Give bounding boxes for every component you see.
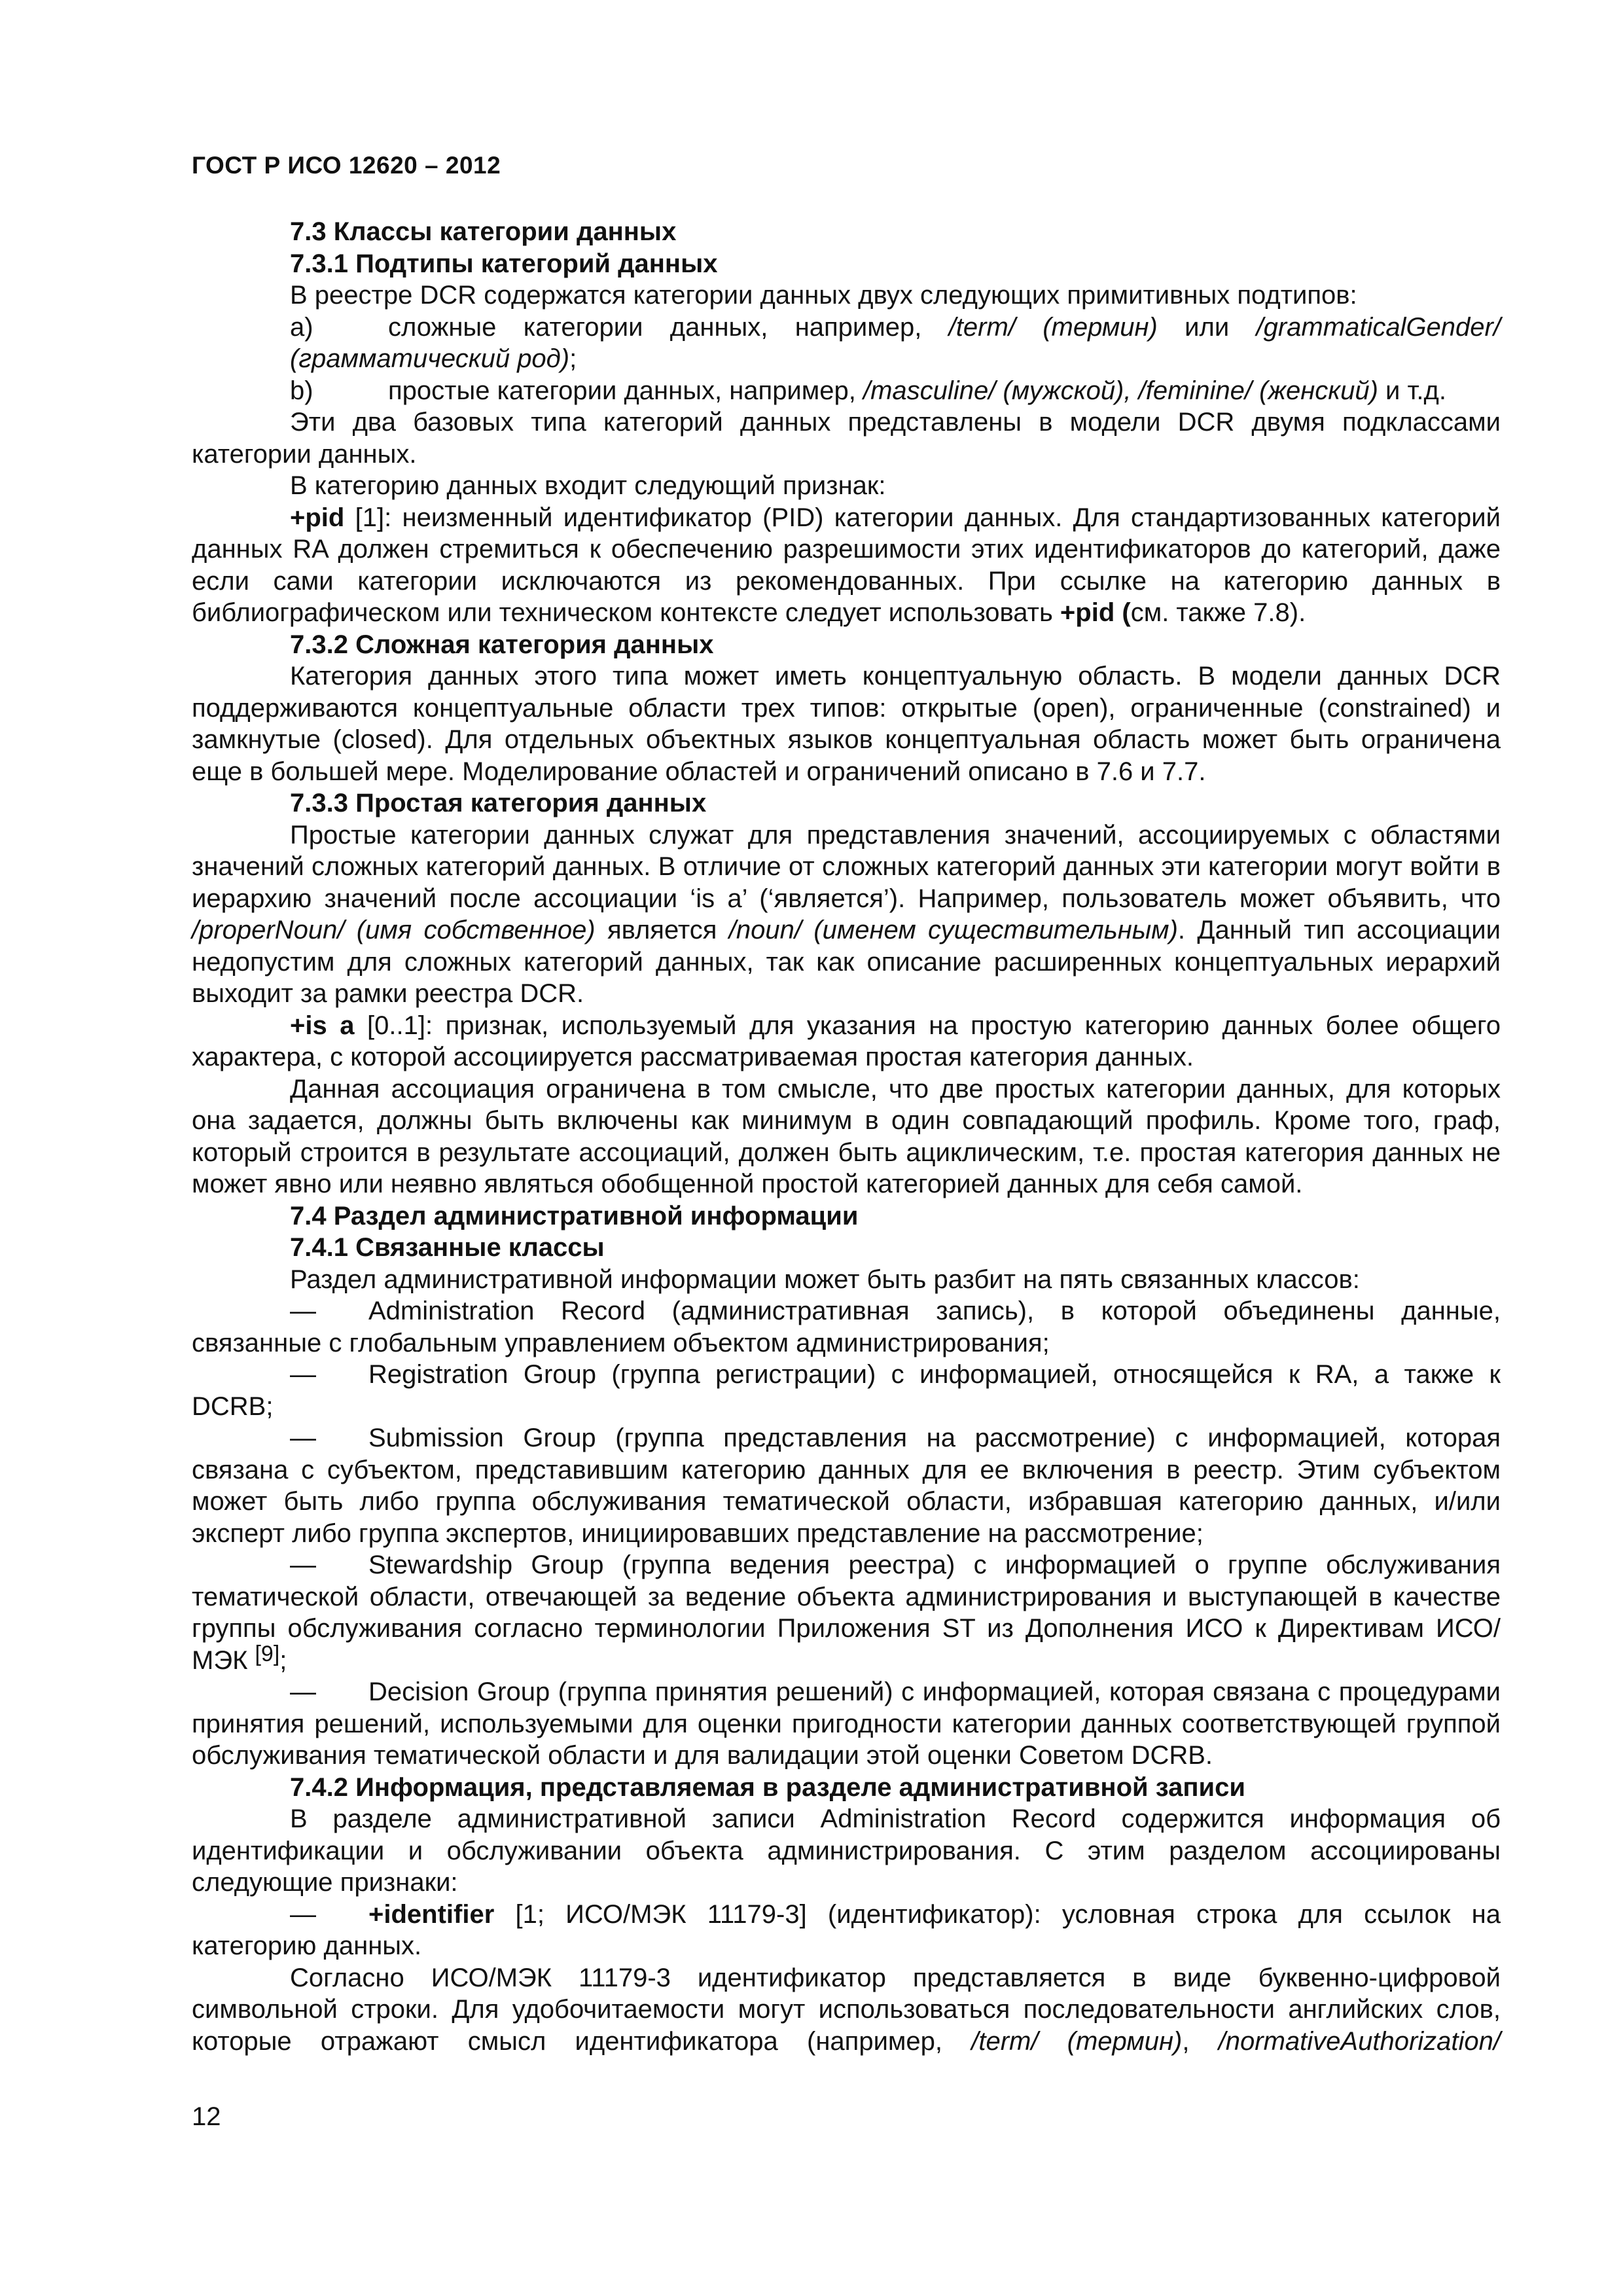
list-bullet: — xyxy=(290,1424,316,1452)
term-example: /masculine/ (мужской), /feminine/ (женский) xyxy=(863,376,1378,405)
attribute-definition-is-a: +is a [0..1]: признак, используемый для указания на простую категорию данных более общего характера, с которой ассоциируется рассматриваемая простая категория данных. xyxy=(192,1011,1501,1071)
reference-marker: [9] xyxy=(255,1641,280,1666)
list-item: — Stewardship Group (группа ведения реестра) с информацией о группе обслуживания тематической области, отвечающей за ведение объекта администрирования и выступающей в качестве группы обслуживания согласно терминологии Приложения ST из Дополнения ИСО к Директивам ИСО/МЭК [9]; xyxy=(192,1551,1501,1675)
list-bullet: — xyxy=(290,1677,316,1706)
page-header: ГОСТ Р ИСО 12620 – 2012 xyxy=(192,152,501,179)
attribute-name: +pid xyxy=(290,503,345,532)
attribute-name: +is a xyxy=(290,1011,355,1040)
list-bullet: — xyxy=(290,1297,316,1325)
paragraph: Эти два базовых типа категорий данных представлены в модели DCR двумя подклассами категории данных. xyxy=(192,408,1501,469)
term-example: /term/ (термин) xyxy=(971,2026,1183,2056)
section-heading-7-4-2: 7.4.2 Информация, представляемая в разделе административной записи xyxy=(290,1772,1245,1802)
attribute-name: +identifier xyxy=(368,1899,495,1929)
section-heading-7-3-1: 7.3.1 Подтипы категорий данных xyxy=(290,249,718,278)
list-item: — Submission Group (группа представления на рассмотрение) с информацией, которая связана с субъектом, представившим категорию данных для ее включения в реестр. Этим субъектом может быть либо группа обслуживания тематической области, избравшая категорию данных, и/или эксперт либо группа экспертов, инициировавших представление на рассмотрение; xyxy=(192,1424,1501,1548)
paragraph: Раздел административной информации может быть разбит на пять связанных классов: xyxy=(290,1265,1360,1294)
term-example: /properNoun/ (имя собственное) xyxy=(192,916,596,944)
paragraph: В категорию данных входит следующий признак: xyxy=(290,471,886,500)
list-item: — Registration Group (группа регистрации) с информацией, относящейся к RA, а также к DCRB; xyxy=(192,1360,1501,1421)
term-example: /term/ (термин) xyxy=(948,312,1158,342)
paragraph: Простые категории данных служат для представления значений, ассоциируемых с областями значений сложных категорий данных. В отличие от сложных категорий данных эти категории могут войти в иерархию значений после ассоциации ‘is a’ (‘является’). Например, пользователь может объявить, что /properNoun/ (имя собственное) является /noun/ (именем существительным). Данный тип ассоциации недопустим для сложных категорий данных, так как описание расширенных концептуальных иерархий выходит за рамки реестра DCR. xyxy=(192,820,1501,1008)
section-heading-7-4: 7.4 Раздел административной информации xyxy=(290,1201,859,1230)
list-label: b) xyxy=(290,376,313,405)
term-example: /grammaticalGender/ (грамматический род) xyxy=(290,312,1501,373)
list-bullet: — xyxy=(290,1551,316,1579)
paragraph: В разделе административной записи Administration Record содержится информация об идентификации и обслуживании объекта администрирования. С этим разделом ассоциированы следующие признаки: xyxy=(192,1804,1501,1897)
term-example: /normativeAuthorization/ xyxy=(1218,2026,1501,2056)
attribute-definition-pid: +pid [1]: неизменный идентификатор (PID) категории данных. Для стандартизованных категорий данных RA должен стремиться к обеспечению разрешимости этих идентификаторов до категорий, даже если сами категории исключаются из рекомендованных. При ссылке на категорию данных в библиографическом или техническом контексте следует использовать +pid (см. также 7.8). xyxy=(192,503,1501,627)
document-body xyxy=(192,216,1501,2057)
list-bullet: — xyxy=(290,1899,316,1929)
section-heading-7-4-1: 7.4.1 Связанные классы xyxy=(290,1233,605,1262)
paragraph: Согласно ИСО/МЭК 11179-3 идентификатор представляется в виде буквенно-цифровой символьной строки. Для удобочитаемости могут использоваться последовательности английских слов, которые отражают смысл идентификатора (например, /term/ (термин), /normativeAuthorization/ xyxy=(192,1963,1501,2056)
page-number: 12 xyxy=(192,2102,221,2131)
list-item: — Administration Record (административная запись), в которой объединены данные, связанные с глобальным управлением объектом администрирования; xyxy=(192,1297,1501,1357)
list-label: a) xyxy=(290,312,313,342)
list-item: — Decision Group (группа принятия решений) с информацией, которая связана с процедурами принятия решений, используемыми для оценки пригодности категории данных соответствующей группой обслуживания тематической области и для валидации этой оценки Советом DCRB. xyxy=(192,1677,1501,1770)
section-heading-7-3-2: 7.3.2 Сложная категория данных xyxy=(290,630,714,659)
attribute-definition-identifier: — +identifier [1; ИСО/МЭК 11179-3] (идентификатор): условная строка для ссылок на категорию данных. xyxy=(192,1899,1501,1960)
list-item-b: b) простые категории данных, например, /masculine/ (мужской), /feminine/ (женский) и т.д. xyxy=(192,375,1501,407)
section-heading-7-3: 7.3 Классы категории данных xyxy=(290,217,677,246)
paragraph: Категория данных этого типа может иметь концептуальную область. В модели данных DCR поддерживаются концептуальные области трех типов: открытые (open), ограниченные (constrained) и замкнутые (closed). Для отдельных объектных языков концептуальная область может быть ограничена еще в большей мере. Моделирование областей и ограничений описано в 7.6 и 7.7. xyxy=(192,662,1501,786)
section-heading-7-3-3: 7.3.3 Простая категория данных xyxy=(290,789,707,817)
paragraph: В реестре DCR содержатся категории данных двух следующих примитивных подтипов: xyxy=(290,281,1357,310)
list-item-a: a) сложные категории данных, например, /term/ (термин) или /grammaticalGender/ (грамматический род); xyxy=(290,312,1501,373)
term-example: /noun/ (именем существительным) xyxy=(728,916,1178,944)
list-bullet: — xyxy=(290,1360,316,1389)
paragraph: Данная ассоциация ограничена в том смысле, что две простых категории данных, для которых она задается, должны быть включены как минимум в один совпадающий профиль. Кроме того, граф, который строится в результате ассоциаций, должен быть ациклическим, т.е. простая категория данных не может явно или неявно являться обобщенной простой категорией данных для себя самой. xyxy=(192,1074,1501,1198)
